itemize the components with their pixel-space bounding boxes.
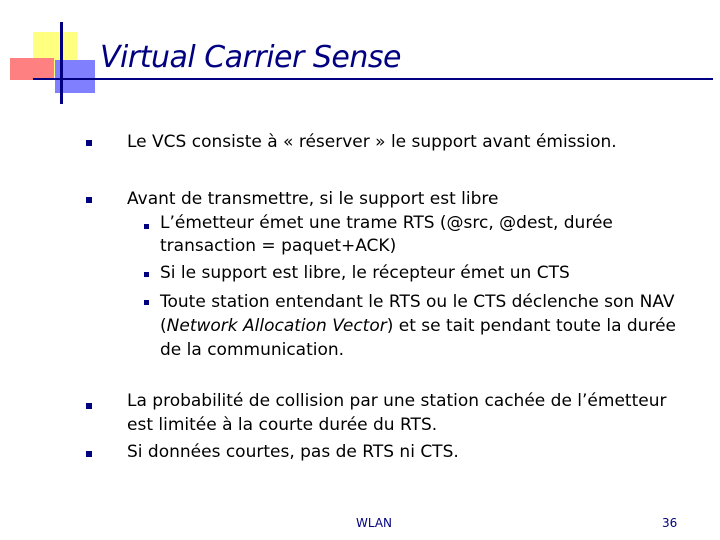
sub-bullet-text-continued (160, 315, 676, 338)
bullet-text: Avant de transmettre, si le support est libre (127, 189, 499, 209)
decor-horizontal-line (33, 78, 713, 80)
sub-bullet-text: L’émetteur émet une trame RTS (@src, @dest, durée (160, 213, 613, 233)
bullet-icon (86, 403, 92, 409)
page-number: 36 (662, 516, 678, 530)
bullet-text: La probabilité de collision par une station cachée de l’émetteur (127, 391, 667, 411)
sub-bullet-text-continued: transaction = paquet+ACK) (160, 236, 397, 256)
bullet-icon (86, 197, 92, 203)
sub-bullet-icon (144, 224, 149, 229)
decor-vertical-line (60, 22, 63, 104)
footer-label: WLAN (356, 516, 393, 530)
paren-rest: ) et se tait pendant toute la durée (386, 316, 676, 336)
sub-bullet-text-continued: de la communication. (160, 340, 345, 360)
bullet-icon (86, 140, 92, 146)
sub-bullet-text: Si le support est libre, le récepteur émet un CTS (160, 263, 570, 283)
bullet-icon (86, 451, 92, 457)
bullet-text: Si données courtes, pas de RTS ni CTS. (127, 442, 459, 462)
sub-bullet-text: Toute station entendant le RTS ou le CTS déclenche son NAV (160, 292, 675, 312)
decor-red-square (10, 58, 54, 80)
bullet-text: Le VCS consiste à « réserver » le support avant émission. (127, 132, 617, 152)
sub-bullet-icon (144, 272, 149, 277)
nav-full-name: Network Allocation Vector (166, 316, 387, 336)
slide-title: Virtual Carrier Sense (100, 40, 401, 75)
paren-open: ( (160, 316, 167, 336)
sub-bullet-icon (144, 300, 149, 305)
bullet-text-continued: est limitée à la courte durée du RTS. (127, 415, 438, 435)
